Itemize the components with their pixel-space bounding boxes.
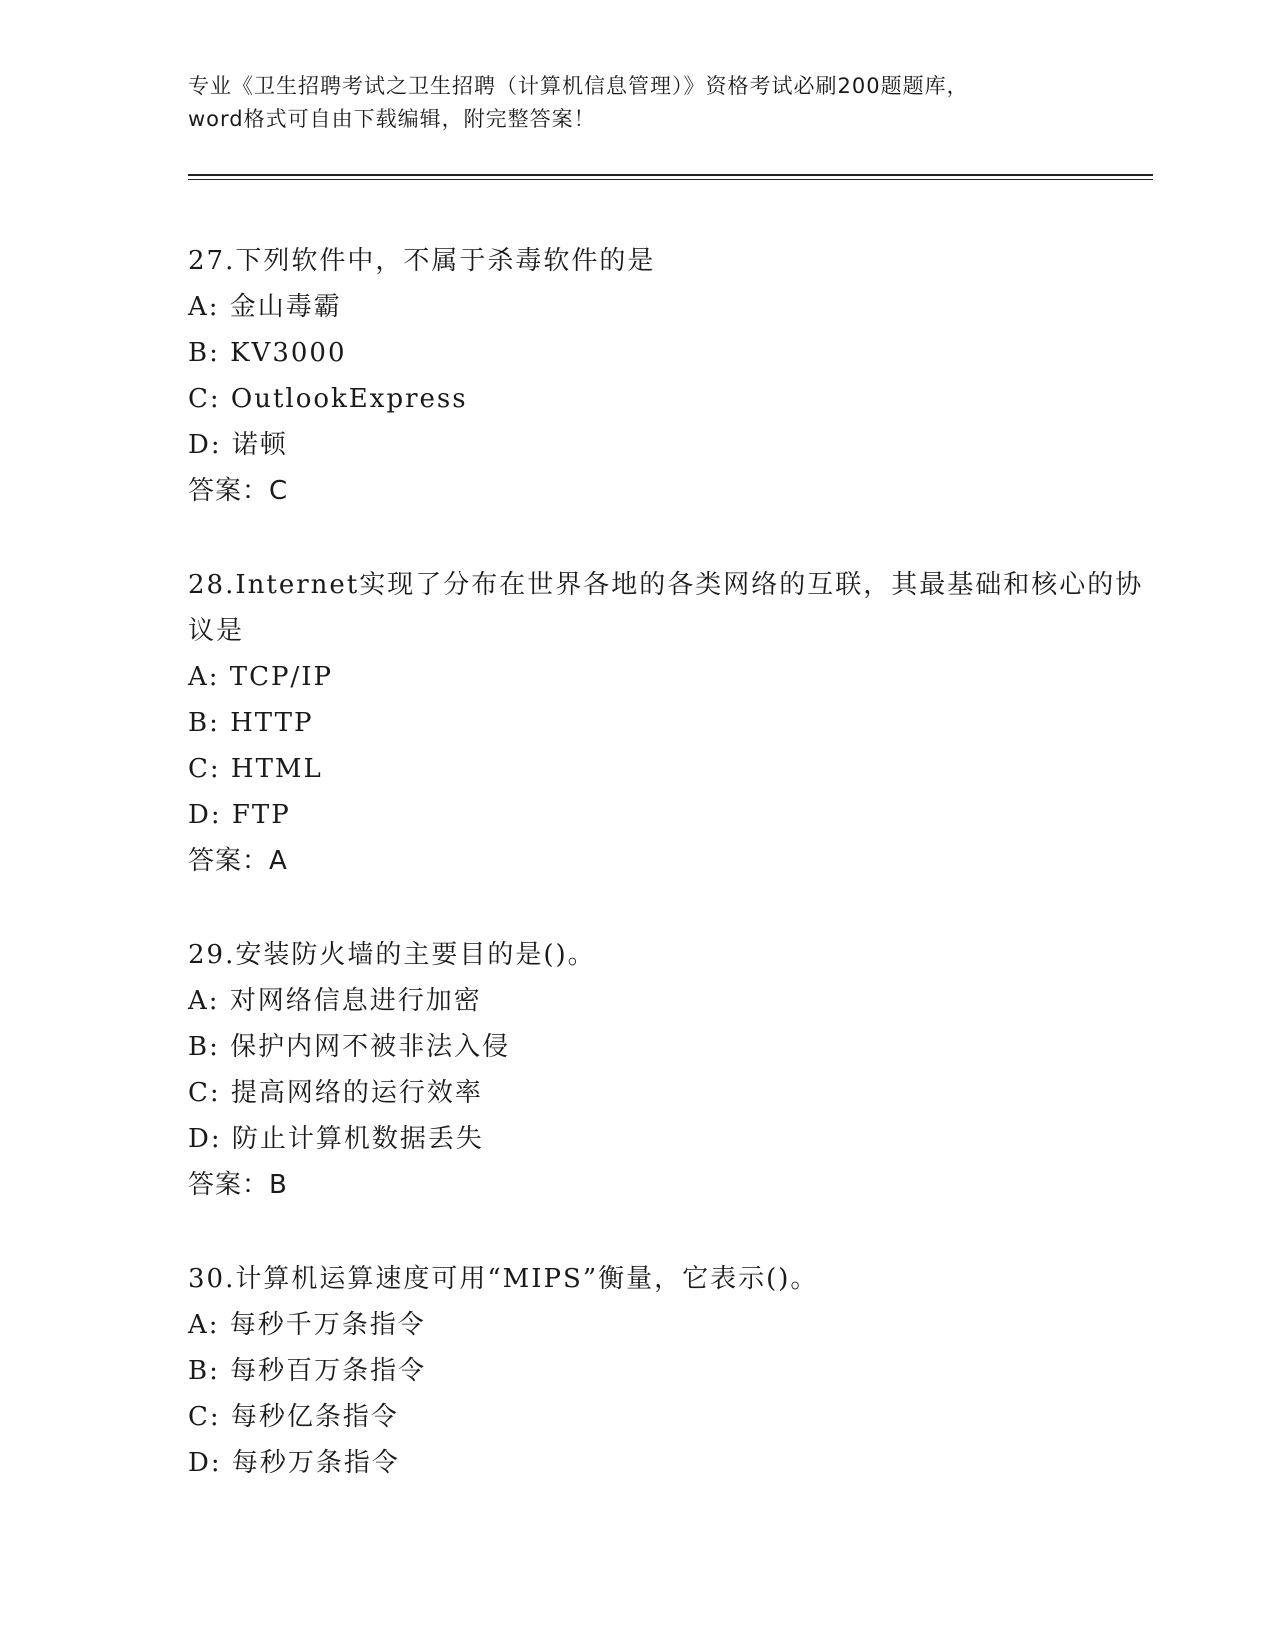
header-line-1: 专业《卫生招聘考试之卫生招聘（计算机信息管理）》资格考试必刷200题题库， bbox=[188, 74, 969, 98]
answer-text: 答案：B bbox=[188, 1170, 288, 1200]
option-d: D: 防止计算机数据丢失 bbox=[188, 1124, 484, 1154]
option-d: D: FTP bbox=[188, 800, 291, 830]
option-b: B: KV3000 bbox=[188, 338, 347, 368]
document-page bbox=[188, 70, 1153, 1534]
option-d: D: 诺顿 bbox=[188, 430, 288, 460]
question-stem: 28.Internet实现了分布在世界各地的各类网络的互联，其最基础和核心的协议是 bbox=[188, 570, 1144, 646]
question-30 bbox=[188, 1256, 1153, 1486]
option-a: A: TCP/IP bbox=[188, 662, 334, 692]
question-list bbox=[188, 238, 1153, 1486]
option-d: D: 每秒万条指令 bbox=[188, 1448, 400, 1478]
question-stem: 30.计算机运算速度可用“MIPS”衡量，它表示()。 bbox=[188, 1264, 819, 1294]
option-b: B: 每秒百万条指令 bbox=[188, 1356, 427, 1386]
option-a: A: 金山毒霸 bbox=[188, 292, 342, 322]
option-c: C: 每秒亿条指令 bbox=[188, 1402, 399, 1432]
answer-text: 答案：A bbox=[188, 846, 288, 876]
option-c: C: 提高网络的运行效率 bbox=[188, 1078, 483, 1108]
question-27 bbox=[188, 238, 1153, 514]
header-line-2: word格式可自由下载编辑，附完整答案！ bbox=[188, 107, 596, 131]
document-header bbox=[188, 70, 1153, 136]
question-29 bbox=[188, 932, 1153, 1208]
question-28 bbox=[188, 562, 1153, 884]
option-c: C: OutlookExpress bbox=[188, 384, 468, 414]
answer-text: 答案：C bbox=[188, 476, 289, 506]
option-a: A: 每秒千万条指令 bbox=[188, 1310, 426, 1340]
header-divider bbox=[188, 174, 1153, 180]
question-stem: 27.下列软件中，不属于杀毒软件的是 bbox=[188, 246, 656, 276]
option-b: B: 保护内网不被非法入侵 bbox=[188, 1032, 511, 1062]
option-b: B: HTTP bbox=[188, 708, 314, 738]
question-stem: 29.安装防火墙的主要目的是()。 bbox=[188, 940, 596, 970]
option-c: C: HTML bbox=[188, 754, 323, 784]
option-a: A: 对网络信息进行加密 bbox=[188, 986, 482, 1016]
